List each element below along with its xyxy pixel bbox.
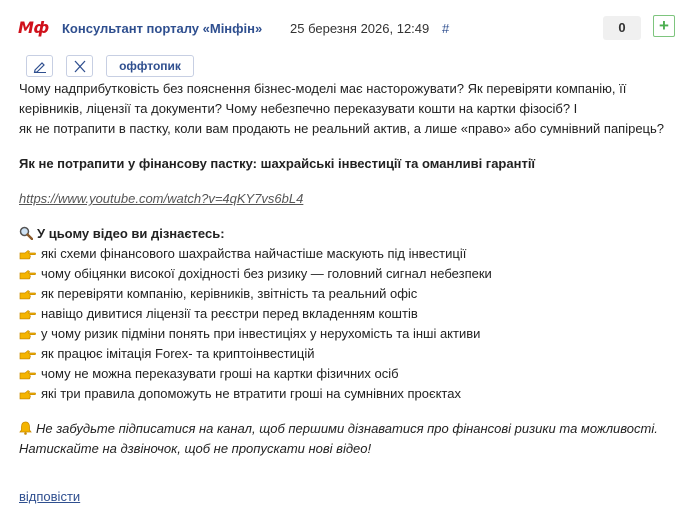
pointing-hand-icon (19, 249, 36, 260)
post-heading: Як не потрапити у фінансову пастку: шахрайські інвестиції та оманливі гарантії (19, 156, 536, 171)
bell-icon (19, 421, 32, 435)
reply-link[interactable]: відповісти (19, 489, 81, 504)
list-item-text: як працює імітація Forex- та криптоінвестицій (41, 346, 315, 361)
post-content (19, 79, 681, 459)
comment-header (18, 18, 675, 40)
list-title (19, 224, 681, 244)
upvote-button[interactable]: + (653, 15, 675, 37)
list-item (19, 384, 681, 404)
pointing-hand-icon (19, 389, 36, 400)
pencil-icon (33, 60, 47, 73)
pointing-hand-icon (19, 309, 36, 320)
list-item-text: навіщо дивитися ліцензії та реєстри перед вкладенням коштів (41, 306, 418, 321)
list-item (19, 304, 681, 324)
list-item-text: чому обіцянки високої дохідності без ризику — головний сигнал небезпеки (41, 266, 492, 281)
offtopic-button[interactable]: оффтопик (106, 55, 194, 77)
intro-line-1: Чому надприбутковість без пояснення бізнес-моделі має насторожувати? Як перевіряти компанію, її керівників, ліцензії та документи? Чому небезпечно переказувати кошти на картки фізосіб? І (19, 81, 627, 116)
pointing-hand-icon (19, 349, 36, 360)
outro-line-2: Натискайте на дзвіночок, щоб не пропускати нові відео! (19, 441, 372, 456)
youtube-link[interactable]: https://www.youtube.com/watch?v=4qKY7vs6bL4 (19, 191, 304, 206)
list-item-text: як перевіряти компанію, керівників, звітність та реальний офіс (41, 286, 418, 301)
permalink[interactable]: # (442, 21, 450, 36)
magnifier-icon (19, 226, 33, 240)
intro-line-2: як не потрапити в пастку, коли вам продають не реальний актив, а лише «право» або сумнівний папірець? (19, 121, 665, 136)
author-link[interactable]: Консультант порталу «Мінфін» (62, 21, 263, 36)
feature-list (19, 244, 681, 404)
rating-count: 0 (603, 16, 641, 40)
list-item-text: які схеми фінансового шахрайства найчастіше маскують під інвестиції (41, 246, 467, 261)
pointing-hand-icon (19, 289, 36, 300)
list-item-text: які три правила допоможуть не втратити гроші на сумнівних проєктах (41, 386, 461, 401)
outro-text-1: Не забудьте підписатися на канал, щоб першими дізнаватися про фінансові ризики та можливості. (36, 421, 658, 436)
pointing-hand-icon (19, 369, 36, 380)
list-item (19, 364, 681, 384)
list-item (19, 284, 681, 304)
list-item (19, 244, 681, 264)
close-icon (73, 60, 87, 73)
pointing-hand-icon (19, 329, 36, 340)
list-item (19, 264, 681, 284)
outro-line-1 (19, 419, 681, 439)
list-item (19, 344, 681, 364)
list-title-text: У цьому відео ви дізнаєтесь: (37, 226, 225, 241)
list-item-text: у чому ризик підміни понять при інвестиціях у нерухомість та інші активи (41, 326, 481, 341)
list-item-text: чому не можна переказувати гроші на картки фізичних осіб (41, 366, 399, 381)
pointing-hand-icon (19, 269, 36, 280)
edit-button[interactable] (26, 55, 53, 77)
delete-button[interactable] (66, 55, 93, 77)
post-date: 25 березня 2026, 12:49 (290, 21, 430, 36)
list-item (19, 324, 681, 344)
minfin-logo[interactable]: Мф (18, 18, 49, 37)
